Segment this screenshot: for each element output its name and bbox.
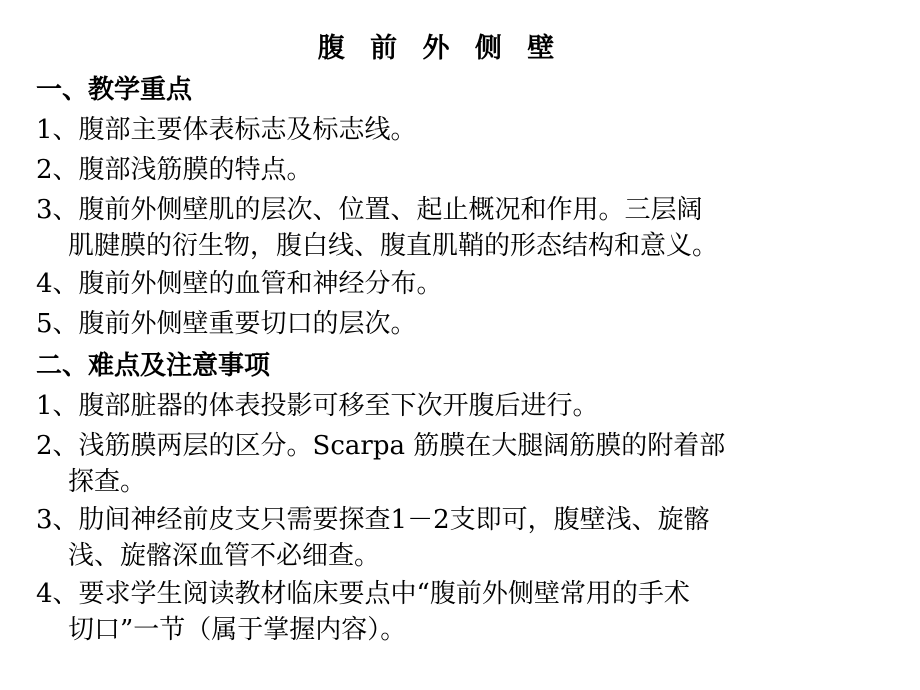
list-item: 1、腹部主要体表标志及标志线。	[36, 115, 417, 145]
list-item: 2、浅筋膜两层的区分。Scarpa 筋膜在大腿阔筋膜的附着部	[36, 431, 726, 461]
list-item-continuation: 探查。	[68, 467, 147, 497]
list-item: 2、腹部浅筋膜的特点。	[36, 155, 313, 185]
list-item-continuation: 肌腱膜的衍生物，腹白线、腹直肌鞘的形态结构和意义。	[68, 231, 719, 261]
list-item: 3、肋间神经前皮支只需要探查1－2支即可，腹壁浅、旋髂	[36, 505, 710, 535]
list-item: 4、要求学生阅读教材临床要点中“腹前外侧壁常用的手术	[36, 579, 690, 609]
list-item-continuation: 切口”一节（属于掌握内容）。	[68, 615, 407, 645]
list-item: 3、腹前外侧壁肌的层次、位置、起止概况和作用。三层阔	[36, 195, 703, 225]
list-item-continuation: 浅、旋髂深血管不必细查。	[68, 541, 381, 571]
page-title: 腹 前 外 侧 壁	[317, 33, 563, 64]
list-item: 5、腹前外侧壁重要切口的层次。	[36, 309, 417, 339]
list-item: 4、腹前外侧壁的血管和神经分布。	[36, 269, 443, 299]
list-item: 1、腹部脏器的体表投影可移至下次开腹后进行。	[36, 391, 599, 421]
section-heading-difficulties: 二、难点及注意事项	[36, 351, 271, 381]
section-heading-teaching-focus: 一、教学重点	[36, 75, 193, 105]
